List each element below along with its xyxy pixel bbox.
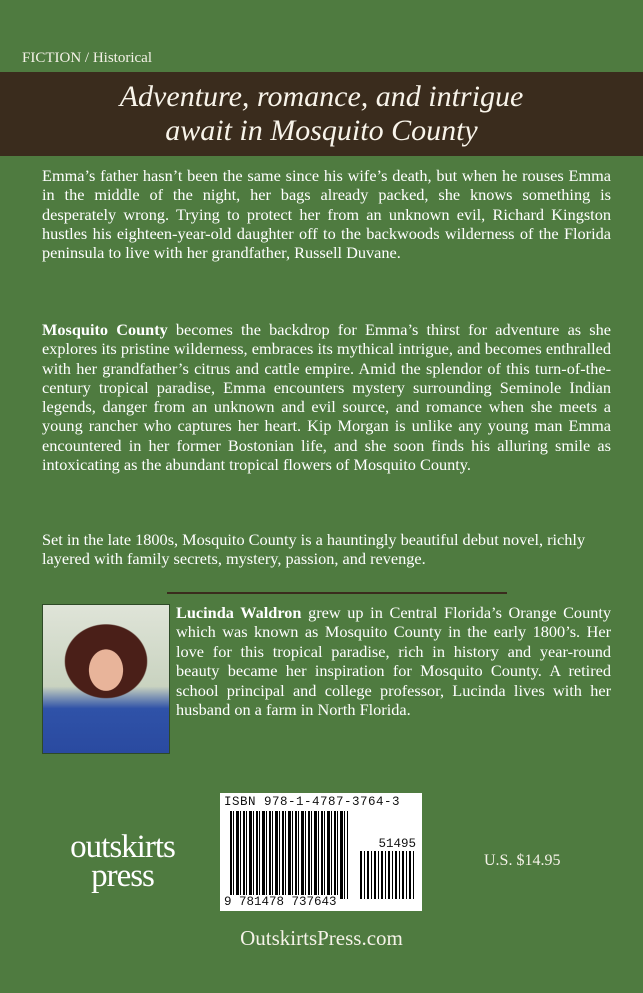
- publisher-logo: [55, 829, 190, 894]
- book-title-bold: Mosquito County: [42, 320, 168, 339]
- price-code: 51495: [378, 837, 416, 851]
- author-photo: [42, 604, 170, 754]
- isbn-text: ISBN 978-1-4787-3764-3: [224, 795, 401, 809]
- divider: [167, 592, 507, 594]
- author-name: Lucinda Waldron: [176, 603, 302, 622]
- blurb-paragraph-3: Set in the late 1800s, Mosquito County is a hauntingly beautiful debut novel, richly layered with family secrets, mystery, passion, and revenge.: [42, 530, 586, 569]
- publisher-logo-line-2: press: [91, 858, 154, 894]
- price: U.S. $14.95: [484, 852, 561, 869]
- tagline-line-2: await in Mosquito County: [165, 114, 478, 147]
- barcode-addon-bars: [360, 851, 416, 899]
- author-bio-text: grew up in Central Florida’s Orange County which was known as Mosquito County in the early 1800’s. Her love for this tropical paradise, rich in history and year-round beauty became her inspiration for Mosquito County. A retired school principal and college professor, Lucinda lives with her husband on a farm in North Florida.: [176, 603, 612, 720]
- blurb-paragraph-2-text: becomes the backdrop for Emma’s thirst for adventure as she explores its pristine wilderness, embraces its mythical intrigue, and becomes enthralled with her grandfather’s citrus and cattle empire. Amid the splendor of this turn-of-the-century tropical paradise, Emma encounters mystery surrounding Seminole Indian legends, danger from an unknown and evil source, and romance when she meets a young rancher who captures her heart. Kip Morgan is unlike any young man Emma encountered in her former Bostonian life, and she soon finds his alluring smile as intoxicating as the abundant tropical flowers of Mosquito County.: [42, 320, 611, 475]
- tagline-banner: [0, 72, 643, 156]
- blurb-paragraph-2: [42, 320, 611, 474]
- tagline-line-1: Adventure, romance, and intrigue: [119, 80, 524, 113]
- barcode: [220, 793, 422, 911]
- genre-label: FICTION / Historical: [22, 50, 152, 66]
- publisher-website: OutskirtsPress.com: [240, 926, 403, 950]
- blurb-paragraph-1: Emma’s father hasn’t been the same since his wife’s death, but when he rouses Emma in the middle of the night, her bags already packed, she knows something is desperately wrong. Trying to protect her from an unknown evil, Richard Kingston hustles his eighteen-year-old daughter off to the backwoods wilderness of the Florida peninsula to live with her grandfather, Russell Duvane.: [42, 166, 611, 263]
- barcode-bars: [230, 811, 348, 899]
- ean-digits: 9 781478 737643: [224, 895, 337, 909]
- tagline: [0, 72, 643, 148]
- publisher-logo-line-1: outskirts: [70, 829, 175, 865]
- author-bio: [176, 603, 611, 719]
